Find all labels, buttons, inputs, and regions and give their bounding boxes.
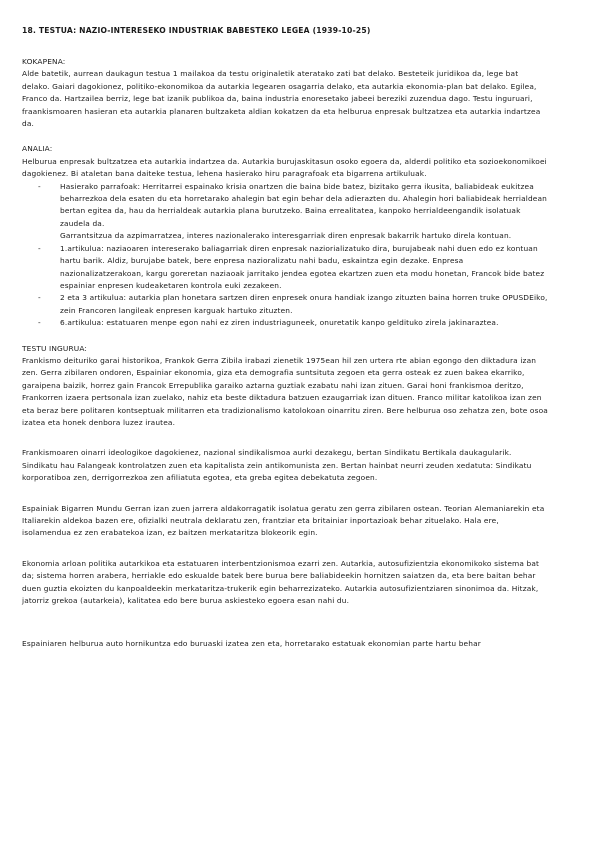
list-item-text: 2 eta 3 artikulua: autarkia plan honetara sartzen diren enpresek onura handiak izango zituzten baina horren truke OPUSDEiko, zein Francoren langileak enpresen karguak hartuko zituzten. (60, 293, 548, 315)
list-item-text: 6.artikulua: estatuaren menpe egon nahi ez ziren industriaguneek, onuretatik kanpo geldituko zirela jakinaraztea. (60, 318, 499, 328)
spacer (22, 330, 548, 343)
analia-heading: ANALIA: (22, 144, 53, 154)
analia-list (22, 181, 548, 330)
list-item-extra: Garrantsitzua da azpimarratzea, interes nazionalerako interesgarriak diren enpresak bakarrik hartuko direla kontuan. (60, 231, 512, 241)
list-item (22, 181, 548, 243)
spacer (22, 625, 548, 638)
analia-intro: Helburua enpresak bultzatzea eta autarkia indartzea da. Autarkia burujaskitasun osoko egoera da, alderdi politiko eta sozioekonomikoei dagokienez. Bi ataletan bana daiteke testua, lehena hasierako hiru paragrafoak eta bigarrena artikuluak. (22, 156, 547, 179)
spacer (22, 429, 548, 447)
testu-paragraph: Ekonomia arloan politika autarkikoa eta estatuaren interbentzionismoa ezarri zen. Autarkia, autosufizientzia ekonomikoko sistema bat da; sistema horren arabera, herriakle edo eskualde batek bere burua bere baliabideekin hornitzen saiatzen da, eta bere baitan behar duen guztia ekoizten du kanpoaldeekin merkataritza-trukerik egin beharrezizateko. Autarkia autosufizientziaren sinonimoa da. Hitzak, jatorriz grekoa (autarkeia), kalitatea edo bere burua askiesteko egoera esan nahi du. (22, 558, 540, 606)
document-title: 18. TESTUA: NAZIO-INTERESEKO INDUSTRIAK BABESTEKO LEGEA (1939-10-25) (22, 26, 371, 35)
testu-heading: TESTU INGURUA: (22, 343, 88, 353)
list-item (22, 317, 548, 329)
list-item-text: Hasierako parrafoak: Herritarrei espainako krisia onartzen die baina bide batez, bizitako gerra ikusita, baliabideak eukitzea beharrezkoa dela esaten du eta horretarako ahalegin bat egin behar dela adierazten du. Ahalegin hori baliabideak herrialdean bertan egitea da, hau da herrialdeak autarkia plana burutzeko. Baina errealitatea, kanpoko herrialdeengandik isolatuak zaudela da. (60, 181, 548, 228)
spacer (22, 607, 548, 625)
spacer (22, 130, 548, 143)
list-item-text: 1.artikulua: naziaoaren intereserako baliagarriak diren enpresak naziorializatuko dira, burujabeak nahi duen edo ez kontuan hartu barik. Aldiz, burujabe batek, bere enpresa nazioralizatu nahi badu, eskaintza egin dezake. Enpresa nazionalizatzerakoan, kargu goreretan naziaoak jarritako jendea egotea ekartzen zuen eta modu honetan, Francok bide batez espainiar enpresen kudeaketaren kontrola euki zezakeen. (60, 243, 545, 290)
list-item (22, 243, 548, 293)
kokapena-paragraph: Alde batetik, aurrean daukagun testua 1 mailakoa da testu originaletik ateratako zati bat delako. Besteteik juridikoa da, lege bat delako. Gaiari dagokionez, politiko-ekonomikoa da autarkia legearen osagarria delako, eta autarkia ekonomia-plan bat delako. Egilea, Franco da. Hartzailea berriz, lege bat izanik publikoa da, baina industria enoresetako jabeei bereziki zuzendua dago. Testu inguruari, fraankismoaren hasieran eta autarkia planaren bultzaketa aldian kokatzen da eta helburua enpresak bultzatzea eta autarkia indartzea da. (22, 69, 541, 129)
spacer (22, 540, 548, 558)
list-item (22, 292, 548, 317)
testu-paragraph: Espainiak Bigarren Mundu Gerran izan zuen jarrera aldakorragatik isolatua geratu zen gerra zibilaren ostean. Teorian Alemaniarekin eta Italiarekin aldekoa bazen ere, ofizialki neutrala deklaratu zen, frantziar eta britainiar inportazioak behar zituelako. Hala ere, isolamendua ez zen erabatekoa izan, ez baitzen merkataritza blokeorik egin. (22, 503, 545, 538)
kokapena-heading: KOKAPENA: (22, 57, 66, 66)
spacer (22, 485, 548, 503)
testu-paragraph: Espainiaren helburua auto hornikuntza edo buruaski izatea zen eta, horretarako estatuak ekonomian parte hartu behar (22, 639, 481, 649)
testu-paragraph: Frankismo deituriko garai historikoa, Frankok Gerra Zibila irabazi zienetik 1975ean hil zen urtera rte abian egongo den diktadura izan zen. Gerra zibilaren ondoren, Espainiar ekonomia, giza eta demografia suntsituta zegoen eta gerra osteak ez zuen bakea ekarriko, garaipena baizik, horrez gain Francok Errepublika garaiko aztarna guztiak ezabatu nahi izan zituen. Garai honi frankismoa deritzo, Frankorren izaera pertsonala izan zuelako, nahiz eta beste diktadura batzuen ezaugarriak izan dituen. Franco militar katolikoa izan zen eta beraz bere politaren kontseptuak militarren eta tradizionalismo katolokoan oinarritu ziren. Bere helburua oso zehatza zen, bote osoa izatea eta honek denbora luzez irautea. (22, 355, 548, 427)
testu-paragraph: Frankismoaren oinarri ideologikoe dagokienez, nazional sindikalismoa aurki dezakegu, bertan Sindikatu Bertikala daukagularik. Sindikatu hau Falangeak kontrolatzen zuen eta kapitalista zein antikomunista zen. Bertan hainbat neurri zeuden xedatuta: Sindikatu korporatiboa zen, derrigorrezkoa zen afiliatuta egotea, eta greba egitea debekatuta zegoen. (22, 448, 532, 483)
